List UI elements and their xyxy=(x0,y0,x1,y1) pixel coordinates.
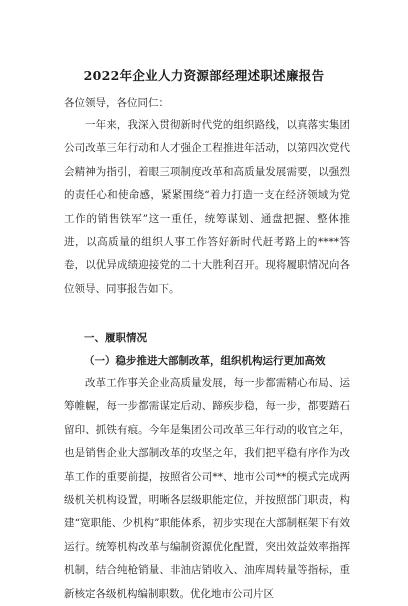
body-paragraph-reform: 改革工作事关企业高质量发展，每一步都需精心布局、运筹帷幄，每一步都需谋定后动、蹄疾步稳，每一步，都要踏石留印、抓铁有痕。今年是集团公司改革三年行动的收官之年，也是销售企业大部制改革的攻坚之年，我们把平稳有序作为改革工作的重要前提，按照省公司**、地市公司**的模式完成两级机关机构设置，明晰各层级职能定位，并按照部门职责，构建“宽职能、少机构”职能体系，初步实现在大部制框架下有效运行。统筹机构改革与编制资源优化配置，突出效益效率指挥机制，结合纯枪销量、非油店销收入、油库周转量等指标，重新核定各级机构编制职数。优化地市公司片区 xyxy=(64,377,350,600)
document-title: 2022年企业人力资源部经理述职述廉报告 xyxy=(83,68,325,83)
section-heading: 一、履职情况 xyxy=(84,332,147,344)
salutation: 各位领导，各位同仁： xyxy=(64,97,169,109)
subsection-heading: （一）稳步推进大部制改革，组织机构运行更加高效 xyxy=(84,355,326,367)
body-paragraph-intro: 一年来，我深入贯彻新时代党的组织路线，以真落实集团公司改革三年行动和人才强企工程推进年活动，以第四次党代会精神为指引，着眼三项制度改革和高质量发展需要，以强烈的责任心和使命感，紧紧围绕“着力打造一支在经济领域为党工作的销售铁军”这一重任，统筹谋划、通盘把握、整体推进，以高质量的组织人事工作答好新时代赶考路上的****答卷，以优异成绩迎接党的二十大胜利召开。现将履职情况向各位领导、同事报告如下。 xyxy=(64,119,350,295)
